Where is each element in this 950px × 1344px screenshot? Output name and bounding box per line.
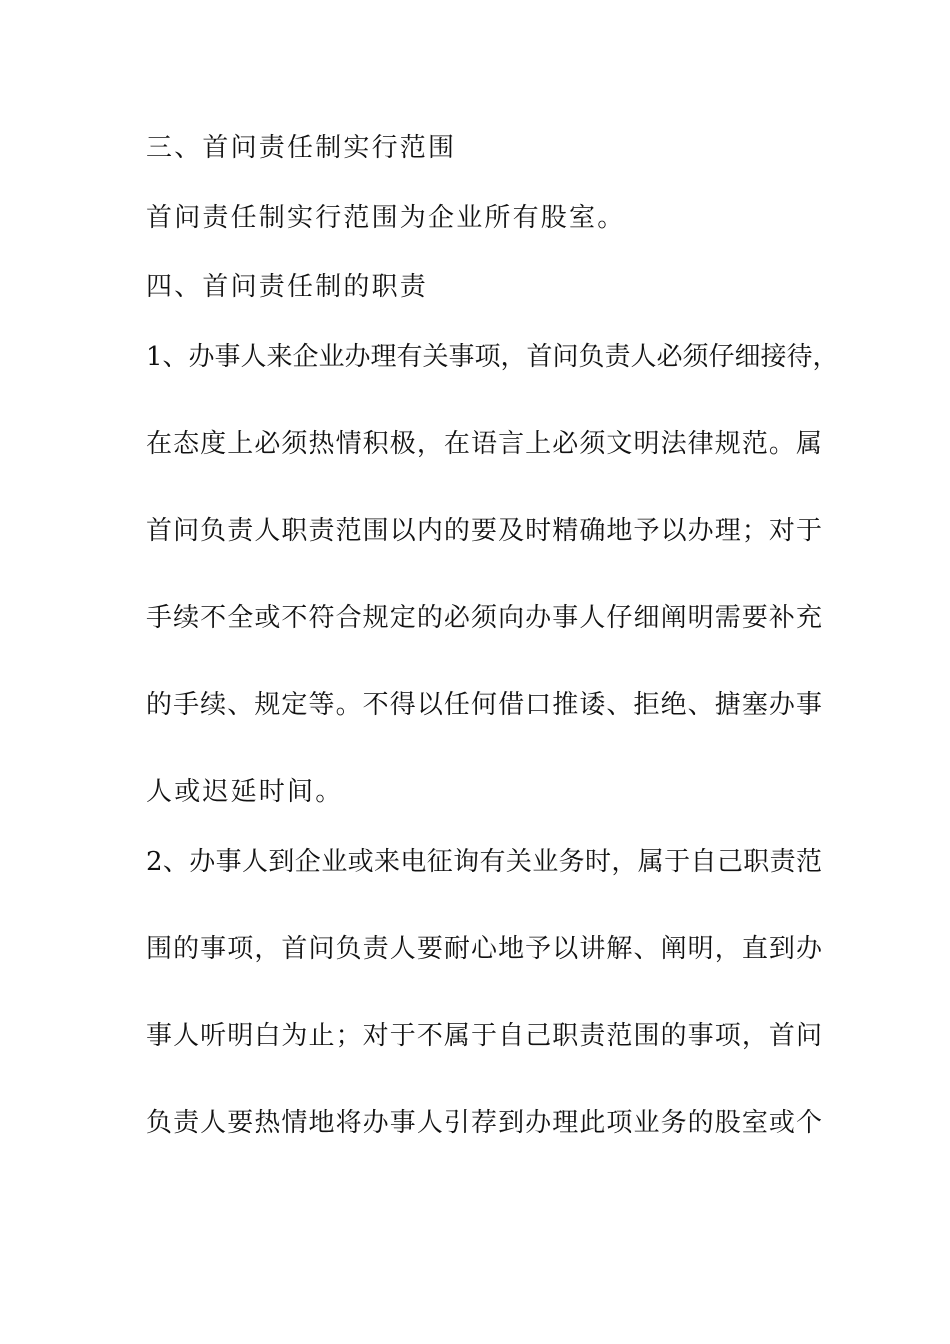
- duty-1-line-4: 手续不全或不符合规定的必须向办事人仔细阐明需要补充: [146, 603, 822, 633]
- duty-2-line-2: 围的事项，首问负责人要耐心地予以讲解、阐明，直到办: [146, 934, 822, 964]
- duty-2-line-4: 负责人要热情地将办事人引荐到办理此项业务的股室或个: [146, 1108, 822, 1138]
- duty-1-line-1: 1、办事人来企业办理有关事项，首问负责人必须仔细接待，: [146, 342, 839, 372]
- duty-1-line-5: 的手续、规定等。不得以任何借口推诿、拒绝、搪塞办事: [146, 690, 822, 720]
- scope-paragraph: 首问责任制实行范围为企业所有股室。: [146, 203, 626, 233]
- duty-2-line-1: 2、办事人到企业或来电征询有关业务时，属于自己职责范: [146, 847, 822, 877]
- duty-1-line-6: 人或迟延时间。: [146, 777, 344, 807]
- section-heading-four: 四、首问责任制的职责: [146, 272, 429, 302]
- section-heading-three: 三、首问责任制实行范围: [146, 133, 457, 163]
- duty-2-line-3: 事人听明白为止；对于不属于自己职责范围的事项，首问: [146, 1021, 822, 1051]
- duty-1-line-3: 首问负责人职责范围以内的要及时精确地予以办理；对于: [146, 516, 822, 546]
- duty-1-line-2: 在态度上必须热情积极，在语言上必须文明法律规范。属: [146, 429, 822, 459]
